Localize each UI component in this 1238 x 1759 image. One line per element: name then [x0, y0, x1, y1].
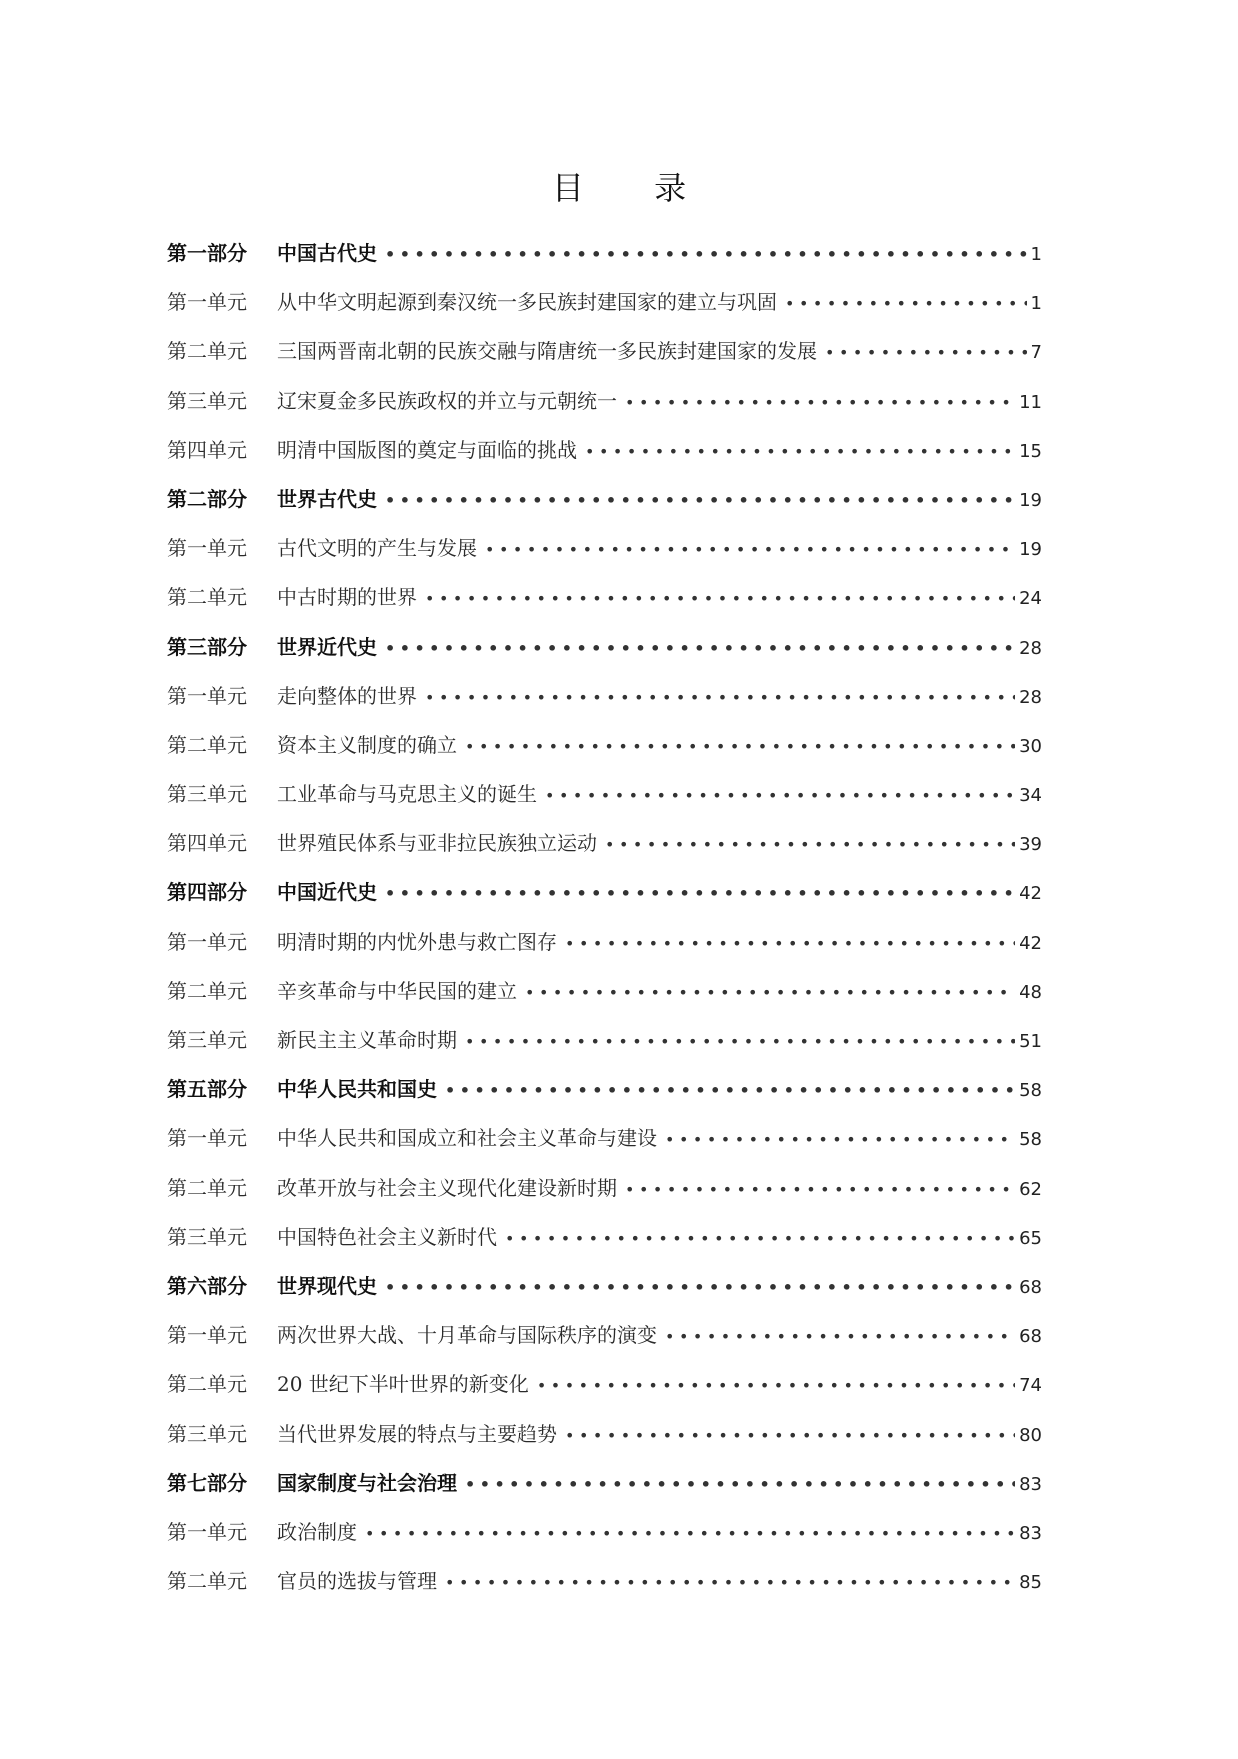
dot-leader — [545, 771, 1015, 820]
toc-entry-label: 第三部分 — [167, 634, 247, 659]
dot-leader — [385, 230, 1027, 279]
toc-entry-label: 第三单元 — [167, 388, 247, 413]
toc-entry-heading: 世界古代史 — [277, 486, 377, 511]
toc-part-entry[interactable] — [167, 1065, 1042, 1114]
toc-entry-page-number: 39 — [1019, 834, 1042, 856]
toc-part-entry[interactable] — [167, 868, 1042, 917]
toc-unit-entry[interactable] — [167, 721, 1042, 770]
toc-entry-heading: 两次世界大战、十月革命与国际秩序的演变 — [277, 1323, 657, 1348]
toc-entry-heading: 官员的选拔与管理 — [277, 1569, 437, 1594]
dot-leader — [605, 820, 1015, 869]
toc-part-entry[interactable] — [167, 229, 1042, 278]
toc-entry-label: 第二单元 — [167, 732, 247, 757]
toc-entry-page-number: 85 — [1019, 1572, 1042, 1594]
dot-leader — [465, 1460, 1015, 1509]
toc-entry-page-number: 58 — [1019, 1129, 1042, 1151]
toc-entry-heading: 20 世纪下半叶世界的新变化 — [277, 1372, 529, 1397]
dot-leader — [385, 624, 1015, 673]
toc-entry-page-number: 7 — [1030, 342, 1042, 364]
toc-entry-label: 第三单元 — [167, 1028, 247, 1052]
toc-entry-heading: 走向整体的世界 — [277, 683, 417, 708]
toc-unit-entry[interactable] — [167, 1164, 1042, 1213]
toc-entry-label: 第一单元 — [167, 1519, 247, 1544]
toc-entry-label: 第四部分 — [167, 880, 247, 905]
toc-entry-heading: 中古时期的世界 — [277, 585, 417, 610]
toc-entry-label: 第四单元 — [167, 831, 247, 856]
toc-entry-heading: 中国特色社会主义新时代 — [277, 1224, 497, 1249]
toc-entry-heading: 世界近代史 — [277, 634, 377, 659]
dot-leader — [565, 919, 1015, 968]
toc-entry-label: 第三单元 — [167, 782, 247, 807]
toc-part-entry[interactable] — [167, 623, 1042, 672]
toc-entry-label: 第一单元 — [167, 290, 247, 315]
toc-entry-page-number: 83 — [1019, 1522, 1042, 1544]
toc-entry-heading: 辽宋夏金多民族政权的并立与元朝统一 — [277, 388, 617, 413]
toc-entry-page-number: 42 — [1019, 883, 1042, 905]
dot-leader — [537, 1361, 1015, 1410]
toc-unit-entry[interactable] — [167, 672, 1042, 721]
toc-entry-page-number: 19 — [1019, 539, 1042, 561]
toc-unit-entry[interactable] — [167, 918, 1042, 967]
toc-entry-page-number: 1 — [1030, 244, 1042, 265]
toc-entry-heading: 中国古代史 — [277, 241, 377, 265]
toc-entry-page-number: 42 — [1019, 932, 1042, 954]
toc-entry-page-number: 68 — [1019, 1326, 1042, 1348]
toc-entry-page-number: 58 — [1019, 1080, 1042, 1102]
toc-unit-entry[interactable] — [167, 1016, 1042, 1065]
toc-entry-label: 第六部分 — [167, 1273, 247, 1298]
toc-entry-label: 第二单元 — [167, 1372, 247, 1397]
toc-entry-heading: 从中华文明起源到秦汉统一多民族封建国家的建立与巩固 — [277, 290, 777, 315]
dot-leader — [445, 1066, 1015, 1115]
toc-entry-label: 第二部分 — [167, 486, 247, 511]
toc-entry-page-number: 19 — [1019, 489, 1042, 511]
toc-entry-heading: 改革开放与社会主义现代化建设新时期 — [277, 1175, 617, 1200]
toc-entry-page-number: 28 — [1019, 637, 1042, 659]
toc-entry-heading: 明清时期的内忧外患与救亡图存 — [277, 929, 557, 954]
toc-unit-entry[interactable] — [167, 819, 1042, 868]
dot-leader — [425, 673, 1015, 722]
toc-unit-entry[interactable] — [167, 1508, 1042, 1557]
dot-leader — [625, 378, 1015, 427]
toc-entry-heading: 辛亥革命与中华民国的建立 — [277, 978, 517, 1003]
toc-entry-heading: 工业革命与马克思主义的诞生 — [277, 782, 537, 807]
toc-entry-page-number: 68 — [1019, 1276, 1042, 1298]
toc-entry-heading: 当代世界发展的特点与主要趋势 — [277, 1421, 557, 1446]
toc-unit-entry[interactable] — [167, 1360, 1042, 1409]
toc-entry-label: 第二单元 — [167, 978, 247, 1003]
toc-entry-page-number: 48 — [1019, 981, 1042, 1003]
page-title: 目 录 — [551, 169, 717, 207]
toc-part-entry[interactable] — [167, 1262, 1042, 1311]
toc-entry-page-number: 51 — [1019, 1031, 1042, 1052]
toc-unit-entry[interactable] — [167, 573, 1042, 622]
toc-entry-label: 第二单元 — [167, 339, 247, 364]
toc-entry-label: 第一部分 — [167, 241, 247, 265]
toc-entry-label: 第一单元 — [167, 929, 247, 954]
dot-leader — [385, 1263, 1015, 1312]
toc-entry-page-number: 83 — [1019, 1473, 1042, 1495]
toc-unit-entry[interactable] — [167, 1114, 1042, 1163]
toc-unit-entry[interactable] — [167, 770, 1042, 819]
dot-leader — [465, 1017, 1015, 1066]
toc-part-entry[interactable] — [167, 475, 1042, 524]
toc-entry-heading: 世界殖民体系与亚非拉民族独立运动 — [277, 831, 597, 856]
toc-unit-entry[interactable] — [167, 1311, 1042, 1360]
toc-unit-entry[interactable] — [167, 426, 1042, 475]
toc-entry-page-number: 62 — [1019, 1178, 1042, 1200]
toc-unit-entry[interactable] — [167, 1557, 1042, 1606]
dot-leader — [425, 574, 1015, 623]
toc-entry-heading: 中华人民共和国成立和社会主义革命与建设 — [277, 1126, 657, 1151]
dot-leader — [385, 476, 1015, 525]
toc-entry-page-number: 24 — [1019, 588, 1042, 610]
dot-leader — [465, 722, 1015, 771]
toc-unit-entry[interactable] — [167, 327, 1042, 376]
toc-unit-entry[interactable] — [167, 967, 1042, 1016]
toc-entry-heading: 资本主义制度的确立 — [277, 732, 457, 757]
toc-entry-page-number: 28 — [1019, 686, 1042, 708]
toc-unit-entry[interactable] — [167, 1213, 1042, 1262]
toc-entry-page-number: 1 — [1030, 293, 1042, 315]
toc-entry-page-number: 15 — [1019, 440, 1042, 462]
dot-leader — [825, 328, 1027, 377]
toc-part-entry[interactable] — [167, 1459, 1042, 1508]
toc-entry-page-number: 30 — [1019, 735, 1042, 757]
dot-leader — [485, 525, 1015, 574]
toc-entry-page-number: 11 — [1019, 391, 1042, 413]
toc-entry-heading: 古代文明的产生与发展 — [277, 536, 477, 561]
dot-leader — [365, 1509, 1015, 1558]
toc-entry-heading: 政治制度 — [277, 1519, 357, 1544]
toc-entry-heading: 明清中国版图的奠定与面临的挑战 — [277, 437, 577, 462]
dot-leader — [625, 1165, 1015, 1214]
dot-leader — [505, 1214, 1015, 1263]
toc-entry-label: 第三单元 — [167, 1224, 247, 1249]
toc-entry-page-number: 74 — [1019, 1375, 1042, 1397]
table-of-contents — [167, 229, 1042, 1606]
toc-entry-label: 第二单元 — [167, 585, 247, 610]
toc-unit-entry[interactable] — [167, 524, 1042, 573]
toc-entry-label: 第二单元 — [167, 1569, 247, 1594]
toc-entry-label: 第四单元 — [167, 437, 247, 462]
dot-leader — [445, 1558, 1015, 1607]
dot-leader — [565, 1411, 1015, 1460]
toc-entry-label: 第一单元 — [167, 1126, 247, 1151]
dot-leader — [585, 427, 1015, 476]
dot-leader — [385, 869, 1015, 918]
toc-entry-heading: 新民主主义革命时期 — [277, 1028, 457, 1052]
dot-leader — [525, 968, 1015, 1017]
toc-entry-label: 第二单元 — [167, 1175, 247, 1200]
dot-leader — [665, 1312, 1015, 1361]
toc-entry-heading: 国家制度与社会治理 — [277, 1470, 457, 1495]
toc-unit-entry[interactable] — [167, 1410, 1042, 1459]
toc-entry-heading: 三国两晋南北朝的民族交融与隋唐统一多民族封建国家的发展 — [277, 339, 817, 364]
toc-entry-page-number: 65 — [1019, 1227, 1042, 1249]
toc-entry-label: 第一单元 — [167, 683, 247, 708]
toc-entry-label: 第三单元 — [167, 1421, 247, 1446]
toc-entry-label: 第一单元 — [167, 1323, 247, 1348]
dot-leader — [785, 279, 1027, 328]
toc-entry-label: 第五部分 — [167, 1077, 247, 1102]
dot-leader — [665, 1115, 1015, 1164]
toc-entry-heading: 世界现代史 — [277, 1273, 377, 1298]
toc-unit-entry[interactable] — [167, 377, 1042, 426]
toc-entry-label: 第一单元 — [167, 536, 247, 561]
toc-entry-page-number: 34 — [1019, 785, 1042, 807]
toc-entry-label: 第七部分 — [167, 1470, 247, 1495]
toc-entry-page-number: 80 — [1019, 1424, 1042, 1446]
toc-entry-heading: 中国近代史 — [277, 880, 377, 905]
toc-unit-entry[interactable] — [167, 278, 1042, 327]
toc-entry-heading: 中华人民共和国史 — [277, 1077, 437, 1102]
